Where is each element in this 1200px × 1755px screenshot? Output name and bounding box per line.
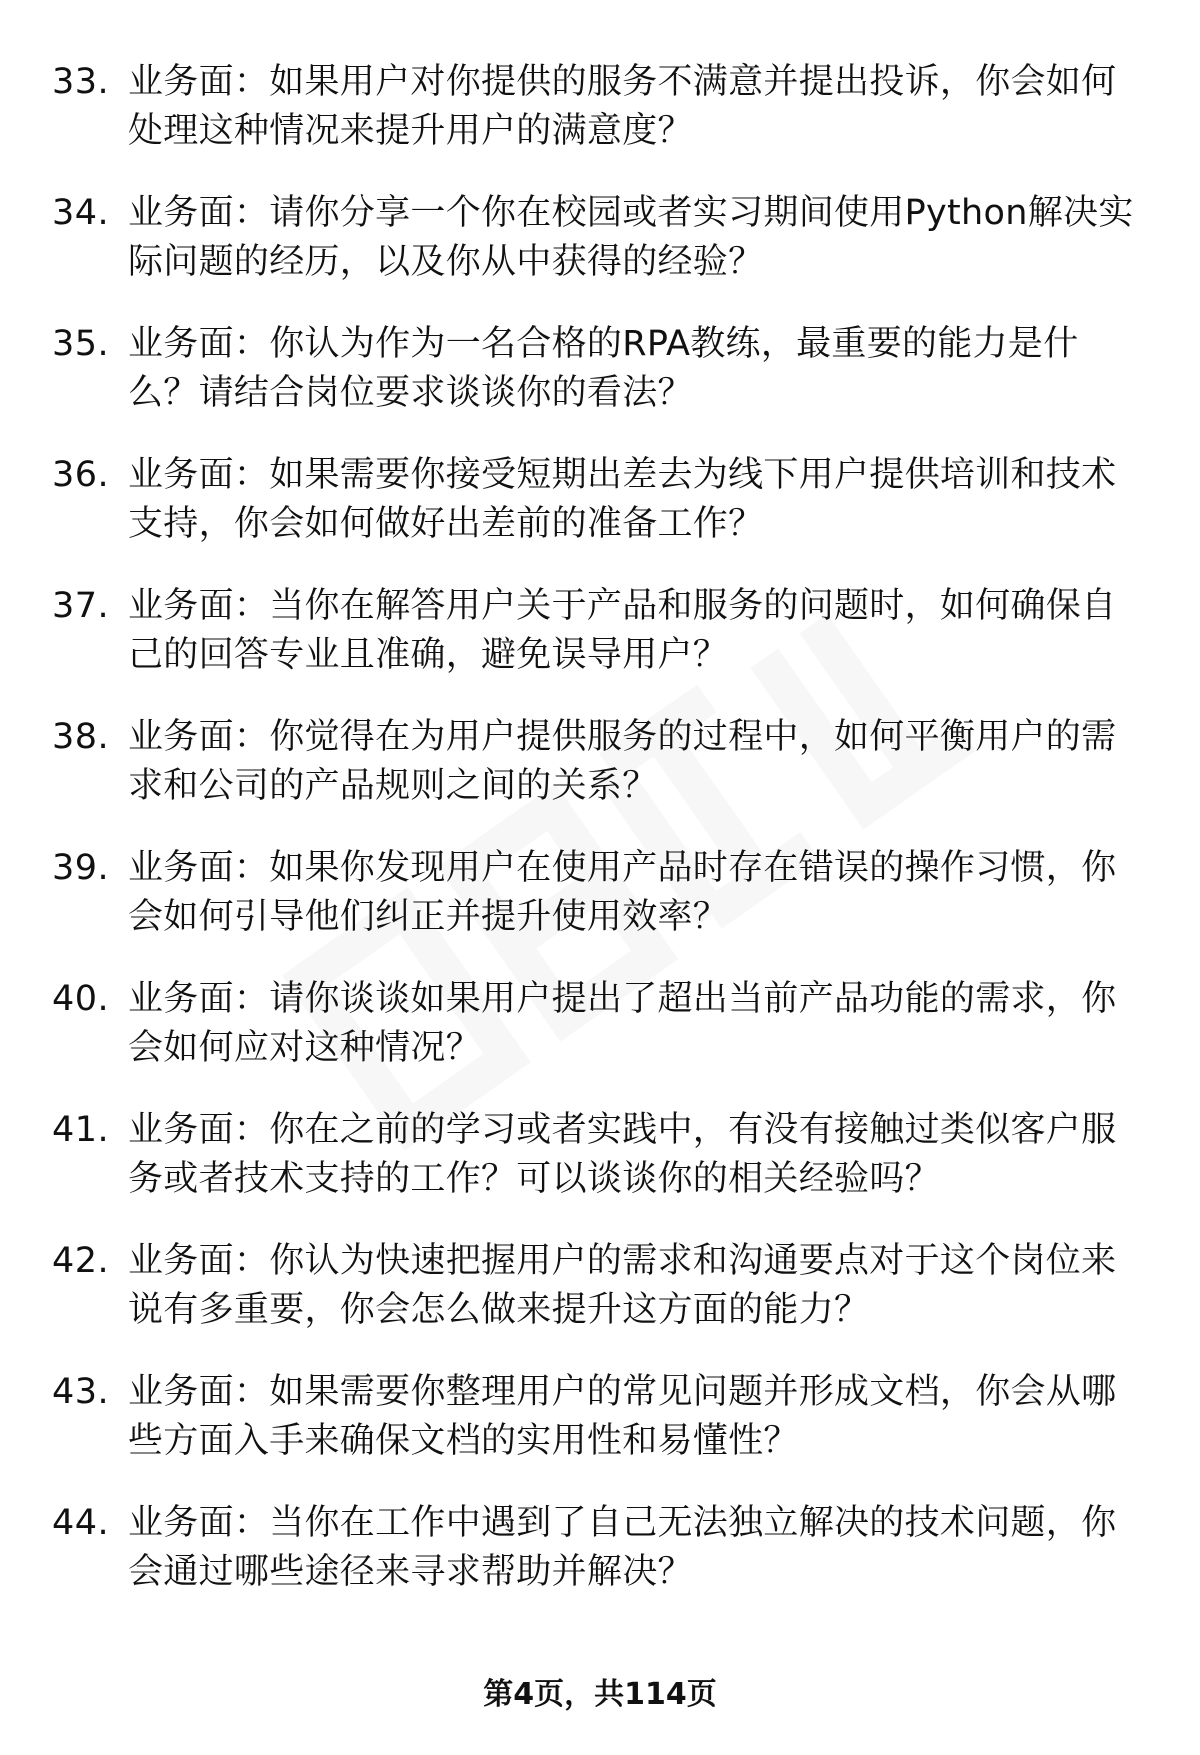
question-text: [128, 1499, 1200, 1597]
question-line: 业务面：如果需要你整理用户的常见问题并形成文档，你会从哪: [128, 1372, 1117, 1412]
question-line: 业务面：你觉得在为用户提供服务的过程中，如何平衡用户的需: [128, 717, 1117, 757]
question-line: 业务面：请你谈谈如果用户提出了超出当前产品功能的需求，你: [128, 979, 1117, 1019]
question-number: 37.: [52, 586, 110, 626]
question-text: [128, 844, 1200, 942]
question-line: 际问题的经历，以及你从中获得的经验？: [128, 242, 764, 282]
question-text: [128, 320, 1200, 418]
question-text: [128, 582, 1200, 680]
question-number: 36.: [52, 455, 110, 495]
list-item: [52, 320, 1162, 451]
question-line: 业务面：如果你发现用户在使用产品时存在错误的操作习惯，你: [128, 848, 1117, 888]
question-line: 己的回答专业且准确，避免误导用户？: [128, 635, 729, 675]
question-line: 业务面：你认为快速把握用户的需求和沟通要点对于这个岗位来: [128, 1241, 1117, 1281]
question-line: 会通过哪些途径来寻求帮助并解决？: [128, 1552, 693, 1592]
question-text: [128, 451, 1200, 549]
question-number: 44.: [52, 1503, 110, 1543]
list-item: [52, 451, 1162, 582]
question-number: 35.: [52, 324, 110, 364]
list-item: [52, 975, 1162, 1106]
list-item: [52, 1106, 1162, 1237]
question-text: [128, 975, 1200, 1073]
question-line: 业务面：当你在工作中遇到了自己无法独立解决的技术问题，你: [128, 1503, 1117, 1543]
question-line: 业务面：当你在解答用户关于产品和服务的问题时，如何确保自: [128, 586, 1117, 626]
question-line: 务或者技术支持的工作？可以谈谈你的相关经验吗？: [128, 1159, 940, 1199]
question-text: [128, 1106, 1200, 1204]
question-text: [128, 189, 1200, 287]
question-number: 42.: [52, 1241, 110, 1281]
question-line: 业务面：你在之前的学习或者实践中，有没有接触过类似客户服: [128, 1110, 1117, 1150]
question-line: 业务面：你认为作为一名合格的RPA教练，最重要的能力是什: [128, 324, 1079, 364]
question-line: 业务面：如果用户对你提供的服务不满意并提出投诉，你会如何: [128, 62, 1117, 102]
question-number: 33.: [52, 62, 110, 102]
list-item: [52, 1368, 1162, 1499]
question-line: 会如何应对这种情况？: [128, 1028, 482, 1068]
question-number: 34.: [52, 193, 110, 233]
question-line: 求和公司的产品规则之间的关系？: [128, 766, 658, 806]
list-item: [52, 844, 1162, 975]
question-text: [128, 58, 1200, 156]
question-line: 支持，你会如何做好出差前的准备工作？: [128, 504, 764, 544]
question-text: [128, 1368, 1200, 1466]
list-item: [52, 1499, 1162, 1630]
question-number: 43.: [52, 1372, 110, 1412]
page-number: 第4页，共114页: [483, 1677, 717, 1712]
list-item: [52, 713, 1162, 844]
question-line: 些方面入手来确保文档的实用性和易懂性？: [128, 1421, 799, 1461]
question-line: 处理这种情况来提升用户的满意度？: [128, 111, 693, 151]
question-line: 会如何引导他们纠正并提升使用效率？: [128, 897, 729, 937]
question-number: 40.: [52, 979, 110, 1019]
question-text: [128, 1237, 1200, 1335]
question-line: 业务面：如果需要你接受短期出差去为线下用户提供培训和技术: [128, 455, 1117, 495]
question-text: [128, 713, 1200, 811]
list-item: [52, 1237, 1162, 1368]
question-line: 说有多重要，你会怎么做来提升这方面的能力？: [128, 1290, 870, 1330]
question-number: 38.: [52, 717, 110, 757]
question-number: 39.: [52, 848, 110, 888]
list-item: [52, 582, 1162, 713]
question-list: [52, 58, 1162, 1630]
question-number: 41.: [52, 1110, 110, 1150]
question-line: 么？请结合岗位要求谈谈你的看法？: [128, 373, 693, 413]
list-item: [52, 58, 1162, 189]
list-item: [52, 189, 1162, 320]
question-line: 业务面：请你分享一个你在校园或者实习期间使用Python解决实: [128, 193, 1134, 233]
